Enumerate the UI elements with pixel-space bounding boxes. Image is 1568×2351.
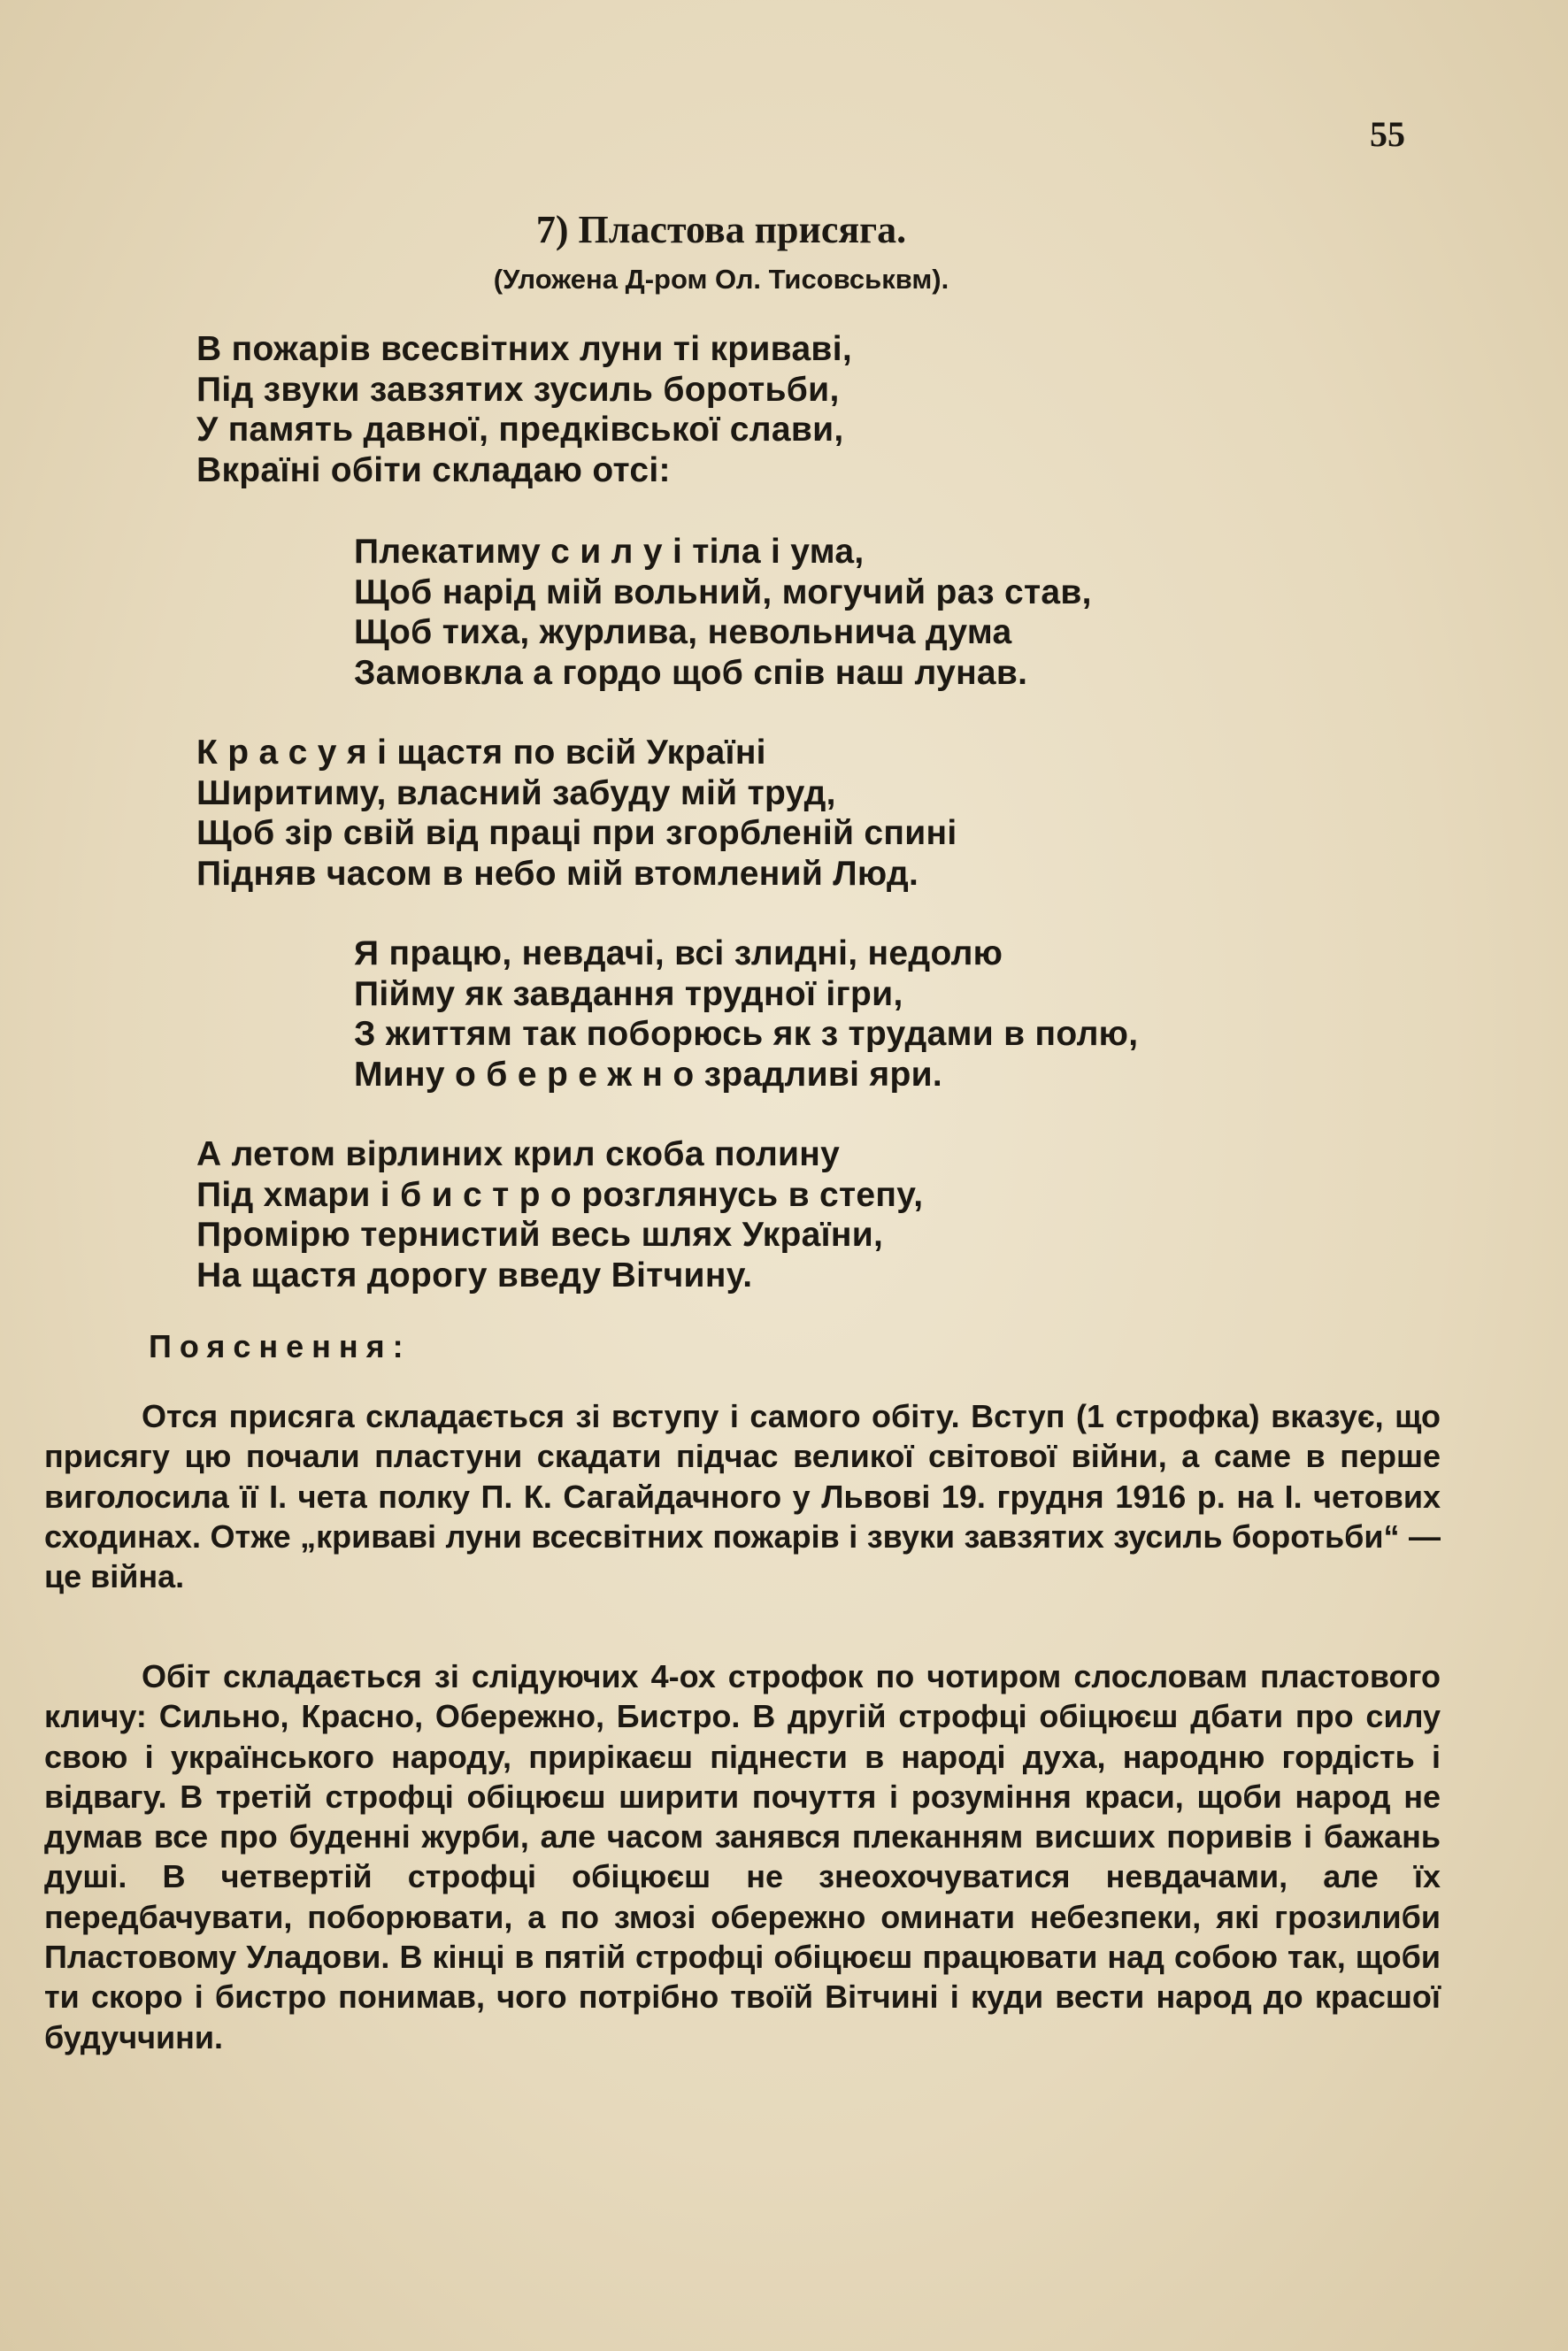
explanation-paragraph-1 xyxy=(44,1396,1441,1596)
explanation-paragraph-2 xyxy=(44,1656,1441,2057)
stanza-3 xyxy=(196,733,957,894)
poem-line: Замовкла а гордо щоб спів наш лунав. xyxy=(354,653,1028,692)
poem-line: Плекатиму с и л у і тіла і ума, xyxy=(354,533,865,571)
poem-line: Під звуки завзятих зусиль боротьби, xyxy=(196,370,840,409)
stanza-1 xyxy=(196,329,852,490)
stanza-5 xyxy=(196,1134,923,1295)
poem-line: К р а с у я і щастя по всій Україні xyxy=(196,734,766,772)
poem-line: А летом вірлиних крил скоба полину xyxy=(196,1135,841,1173)
poem-line: В пожарів всесвітних луни ті криваві, xyxy=(196,330,852,368)
poem-line: Щоб нарід мій вольний, могучий раз став, xyxy=(354,572,1092,611)
poem-line: Пійму як завдання трудної ігри, xyxy=(354,974,903,1013)
paragraph-text: Отся присяга складається зі вступу і самого обіту. Вступ (1 строфка) вказує, що присягу цю почали пластуни скадати підчас великої світової війни, а саме в перше виголосила її І. чета полку П. К. Сагайдачного у Львові 19. грудня 1916 р. на І. четових сходинах. Отже „криваві луни всесвітних пожарів і звуки завзятих зусиль боротьби“ — це війна. xyxy=(44,1398,1441,1595)
poem-line: На щастя дорогу введу Вітчину. xyxy=(196,1256,753,1295)
paragraph-text: Обіт складається зі слідуючих 4-ох строфок по чотиром слословам пластового кличу: Сильно, Красно, Обережно, Бистро. В другій строфці обіцюєш дбати про силу свою і українського народу, прирікаєш піднести в народі духа, народню гордість і відвагу. В третій строфці обіцюєш ширити почуття і розуміння краси, щоби народ не думав все про буденні журби, але часом занявся плеканням висших поривів і бажань душі. В четвертій строфці обіцюєш не знеохочуватися невдачами, але їх передбачувати, поборювати, а по змозі обережно оминати небезпеки, які грозилиби Пластовому Уладови. В кінці в пятій строфці обіцюєш працювати над собою так, щоби ти скоро і бистро понимав, чого потрібно твоїй Вітчині і куди вести народ до красшої будуччини. xyxy=(44,1658,1441,2055)
page-number: 55 xyxy=(1370,114,1405,154)
poem-line: Ширитиму, власний забуду мій труд, xyxy=(196,773,836,812)
poem-line: Промірю тернистий весь шлях України, xyxy=(196,1216,884,1254)
poem-line: Щоб зір свій від праці при згорбленій спині xyxy=(196,814,957,852)
poem-line: Вкраїні обіти складаю отсі: xyxy=(196,450,671,489)
poem-line: Я працю, невдачі, всі злидні, недолю xyxy=(354,934,1003,972)
poem-title: 7) Пластова присяга. xyxy=(535,208,907,251)
poem-line: У память давної, предківської слави, xyxy=(196,411,844,449)
explanation-heading: Пояснення: xyxy=(149,1328,411,1364)
poem-line: Під хмари і б и с т р о розглянусь в степу, xyxy=(196,1175,924,1214)
poem-line: Підняв часом в небо мій втомлений Люд. xyxy=(196,854,919,893)
stanza-2 xyxy=(354,532,1092,693)
poem-line: Щоб тиха, журлива, невольнича дума xyxy=(354,613,1012,651)
poem-line: З життям так поборюсь як з трудами в полю, xyxy=(354,1015,1139,1053)
poem-subtitle: (Уложена Д-ром Ол. Тисовськвм). xyxy=(493,264,949,295)
stanza-4 xyxy=(354,933,1138,1095)
poem-line: Мину о б е р е ж н о зрадливі яри. xyxy=(354,1055,943,1094)
